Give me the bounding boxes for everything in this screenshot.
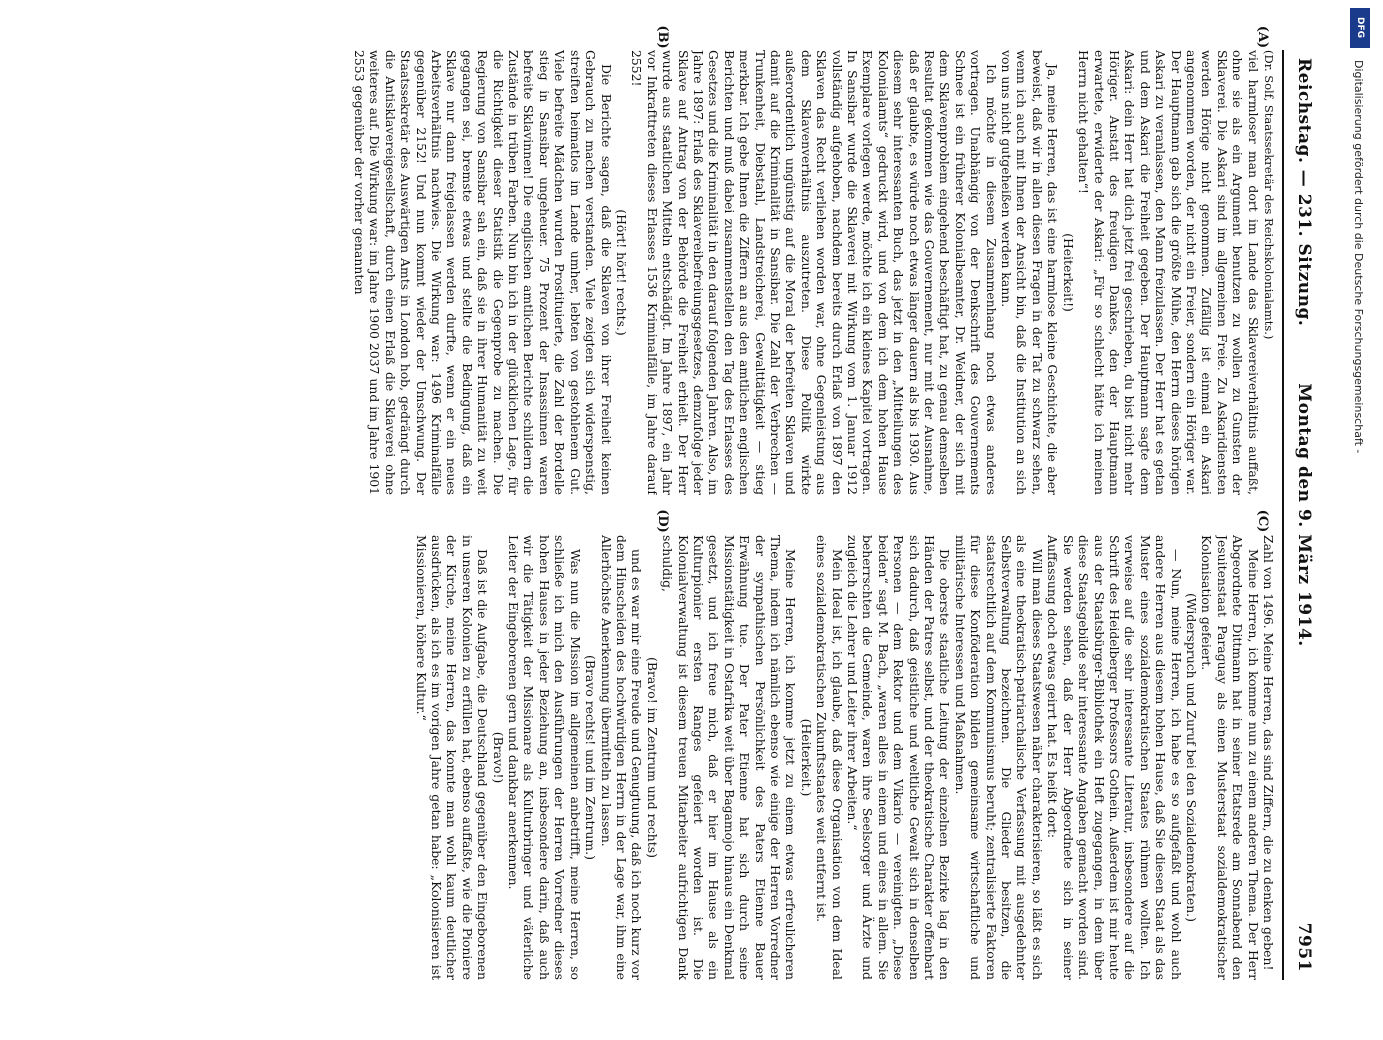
dfg-logo: DFG [1350, 8, 1370, 48]
interjection: (Hört! hört! rechts.) [613, 209, 629, 336]
right-column [96, 535, 1276, 980]
rotated-page [90, 25, 1320, 980]
credit-text: Digitalisierung gefördert durch die Deutsche Forschungsgemeinschaft - [1352, 60, 1365, 454]
paragraph: Ich möchte in diesem Zusammenhang noch etwas anderes vortragen. Unabhängig von der Denkschrift des Gouvernements Schnee ist ein früherer Kolonialbeamter, Dr. Weidner, der sich mit dem Sklavenproblem eingehend beschäftigt hat, zu genau demselben Resultat gekommen wie das Gouvernement, nur mit der Ausnahme, daß er glaubte, es würde noch etwas länger dauern als bis 1930. Aus diesem sehr interessanten Buch, das jetzt in den „Mitteilungen des Kolonialamts“ gedruckt wird, und von dem ich dem hohen Hause Exemplare vorlegen werde, möchte ich ein kleines Kapitel vortragen. In Sansibar wurde die Sklaverei mit Wirkung vom 1. Januar 1912 vollständig aufgehoben, nachdem bereits durch Erlaß von 1897 den Sklaven das Recht verliehen worden war, ohne Gegenleistung aus dem Sklavenverhältnis auszutreten. Diese Politik wirkte außerordentlich ungünstig auf die Moral der befreiten Sklaven und damit auf die Kriminalität in Sansibar. Die Zahl der Verbrechen — Trunkenheit, Diebstahl, Landstreicherei, Gewalttätigkeit — stieg merkbar. Ich gebe Ihnen die Ziffern an aus den amtlichen englischen Berichten und muß dabei zusammenstellen den Tag des Erlasses des Gesetzes und die Kriminalität in den darauf folgenden Jahren. Also, im Jahre 1897: Erlaß des Sklavereibefreiungsgesetzes, demzufolge jeder Sklave auf Antrag von der Behörde die Freiheit erhielt. Der Herr wurde aus staatlichen Mitteln entschädigt. Im Jahre 1897, ein Jahr vor Inkrafttreten dieses Erlasses 1536 Kriminalfälle, im Jahre darauf 2552! [629, 50, 999, 495]
header-session: Reichstag. — 231. Sitzung. [1294, 58, 1314, 327]
paragraph: viel harmloser man dort im Lande das Sklavereiverhältnis auffaßt, ohne sie als ein Argument benutzen zu wollen zu Gunsten der Sklaverei. Die Askari sind im allgemeinen Freie. Zu Askaridiensten werden Hörige nicht genommen. Zufällig ist einmal ein Askari angenommen worden, der nicht ein Freier, sondern ein Höriger war. Der Hauptmann gab sich die größte Mühe, den Herrn dieses hörigen Askari zu veranlassen, den Mann freizulassen. Der Herr hat es getan und dem Askari die Freiheit gegeben. Der Hauptmann sagte dem Askari: dein Herr hat dich jetzt frei geschrieben, du bist nicht mehr Höriger. Anstatt des freudigen Dankes, den der Hauptmann erwartete, erwiderte der Askari: „Für so schlecht hätte ich meinen Herrn nicht gehalten“! [1076, 50, 1261, 495]
paragraph: Mein Ideal ist, ich glaube, daß diese Organisation von dem Ideal eines sozialdemokratischen Zukunftsstaates weit entfernt ist. [814, 535, 845, 980]
header-rule [1282, 50, 1284, 980]
header-date: Montag den 9. März 1914. [1294, 383, 1314, 647]
margin-mark-a: (A) [1255, 25, 1270, 49]
interjection: (Heiterkeit.) [798, 718, 814, 797]
interjection: (Bravo! im Zentrum und rechts) [644, 657, 660, 858]
interjection: (Heiterkeit!) [1060, 233, 1076, 312]
interjection: (Bravo!) [490, 731, 506, 784]
left-column [96, 50, 1276, 495]
paragraph: Was nun die Mission im allgemeinen anbetrifft, meine Herren, so schließe ich mich den Ausführungen der Herren Vorredner dieses hohen Hauses in jeder Beziehung an, insbesondere darin, daß auch wir die Tätigkeit der Missionare als Kulturbringer und väterliche Leiter der Eingeborenen gern und dankbar anerkennen. [506, 535, 583, 980]
margin-mark-c: (C) [1255, 509, 1270, 533]
header-page-number: 7951 [1294, 922, 1314, 972]
digitization-credit [1348, 10, 1368, 990]
paragraph: Meine Herren, ich komme nun zu einem anderen Thema. Der Herr Abgeordnete Dittmann hat in seiner Etatsrede am Sonnabend den Jesuitenstaat Paraguay als einen Musterstaat sozialdemokratischer Kolonisation gefeiert. [1199, 535, 1261, 980]
margin-mark-b: (B) [655, 25, 670, 49]
margin-mark-d: (D) [655, 509, 670, 533]
quotation: Will man dieses Staatswesen näher charakterisieren, so läßt es sich als eine theokratisch-patriarchalische Verfassung mit ausgedehnter Selbstverwaltung bezeichnen. Die Glieder besitzen, die staatsrechtlich auf dem Kommunismus beruht; zentralisierte Faktoren für diese Konföderation bilden gemeinsame wirtschaftliche und militärische Interessen und Maßnahmen. [952, 535, 1045, 980]
interjection: (Bravo rechts! und im Zentrum.) [583, 655, 599, 860]
paragraph: Daß ist die Aufgabe, die Deutschland gegenüber den Eingeborenen in unseren Kolonien zu erfüllen hat, ebenso auffaßte, wie die Pioniere der Kirche, meine Herren, das konnte man wohl kaum deutlicher ausdrücken, als ich es im vorigen Jahre getan habe: „Kolonisieren ist Missionieren, höhere Kultur.“ [413, 535, 491, 980]
paragraph: Ja, meine Herren, das ist eine harmlose kleine Geschichte, die aber beweist, daß wir in allen diesen Fragen in der Tat zu schwarz sehen, wenn ich auch mit Ihnen der Ansicht bin, daß die Institution an sich von uns nicht gutgeheißen werden kann. [999, 50, 1061, 495]
paragraph: — Nun, meine Herren, ich habe es so aufgefaßt und wohl auch andere Herren aus diesem hohen Hause, daß Sie diesen Staat als das Muster eines sozialdemokratischen Staates rühmen wollten. Ich verweise auf die sehr interessante Literatur, insbesondere auf die Schrift des Heidelberger Professors Gothein. Außerdem ist mir heute aus der Staatsbürger-Bibliothek ein Heft zugegangen, in dem über diese Staatsgebilde sehr interessante Angaben gemacht worden sind. Sie werden sehen, daß der Herr Abgeordnete sich in seiner Auffassung doch etwas geirrt hat. Es heißt dort: [1045, 535, 1184, 980]
interjection: (Widerspruch und Zuruf bei den Sozialdemokraten.) [1183, 593, 1199, 922]
speaker-note: (Dr. Solf, Staatssekretär des Reichskolonialamts.) [1262, 50, 1276, 340]
paragraph: und es war mir eine Freude und Genugtuung, daß ich noch kurz vor dem Hinscheiden des hochwürdigen Herrn in der Lage war, ihm eine Allerhöchste Anerkennung übermitteln zu lassen. [598, 535, 645, 980]
paragraph: Die Berichte sagen, daß die Sklaven von ihrer Freiheit keinen Gebrauch zu machen verstanden. Viele zeigten sich widerspenstig, streiften heimatlos im Lande umher, lebten von gestohlenem Gut. Viele befreite Mädchen wurden Prostituierte, die Zahl der Bordelle stieg in Sansibar ungeheuer. 75 Prozent der Insassinnen waren befreite Sklavinnen! Die englischen amtlichen Berichte schildern die Zustände in trüben Farben. Nun bin ich in der glücklichen Lage, für die Richtigkeit dieser Statistik die Gegenprobe zu machen. Die Regierung von Sansibar sah ein, daß sie in ihrer Humanität zu weit gegangen sei, bremste etwas und stellte die Bedingung, daß ein Sklave nur dann freigelassen werden durfte, wenn er ein neues Arbeitsverhältnis nachwies. Die Wirkung war: 1496 Kriminalfälle gegenüber 2152! Und nun kommt wieder der Umschwung. Der Staatssekretär des Auswärtigen Amts in London hob, gedrängt durch die Antisklavereigesellschaft, durch einen Erlaß die Sklaverei ohne weiteres auf. Die Wirkung war: im Jahre 1900 2037 und im Jahre 1901 2553 gegenüber der vorher genannten [352, 50, 614, 495]
running-head [1286, 50, 1320, 980]
paragraph: Meine Herren, ich komme jetzt zu einem etwas erfreulicheren Thema, indem ich nämlich ebenso wie einige der Herren Vorredner der sympathischen Persönlichkeit des Paters Etienne Bauer Erwähnung tue. Der Pater Etienne hat sich durch seine Missionstätigkeit in Ostafrika weit über Bagamojo hinaus ein Denkmal gesetzt, und ich freue mich, daß er hier im Hause als ein Kulturpionier ersten Ranges gefeiert worden ist. Die Kolonialverwaltung ist diesem treuen Mitarbeiter aufrichtigen Dank schuldig, [660, 535, 799, 980]
quotation: Die oberste staatliche Leitung der einzelnen Bezirke lag in den Händen der Patres selbst, und der theokratische Charakter offenbart sich dadurch, daß geistliche und weltliche Gewalt sich in denselben Personen — dem Rektor und dem Vikario — vereinigten. „Diese beiden“ sagt M. Bach, „waren alles in einem und eines in allem. Sie beherrschten die Gemeinde, waren ihre Seelsorger und Ärzte und zugleich die Lehrer und Leiter ihrer Arbeiten.“ [845, 535, 953, 980]
paragraph: Zahl von 1496. Meine Herren, das sind Ziffern, die zu denken geben! [1261, 535, 1276, 971]
